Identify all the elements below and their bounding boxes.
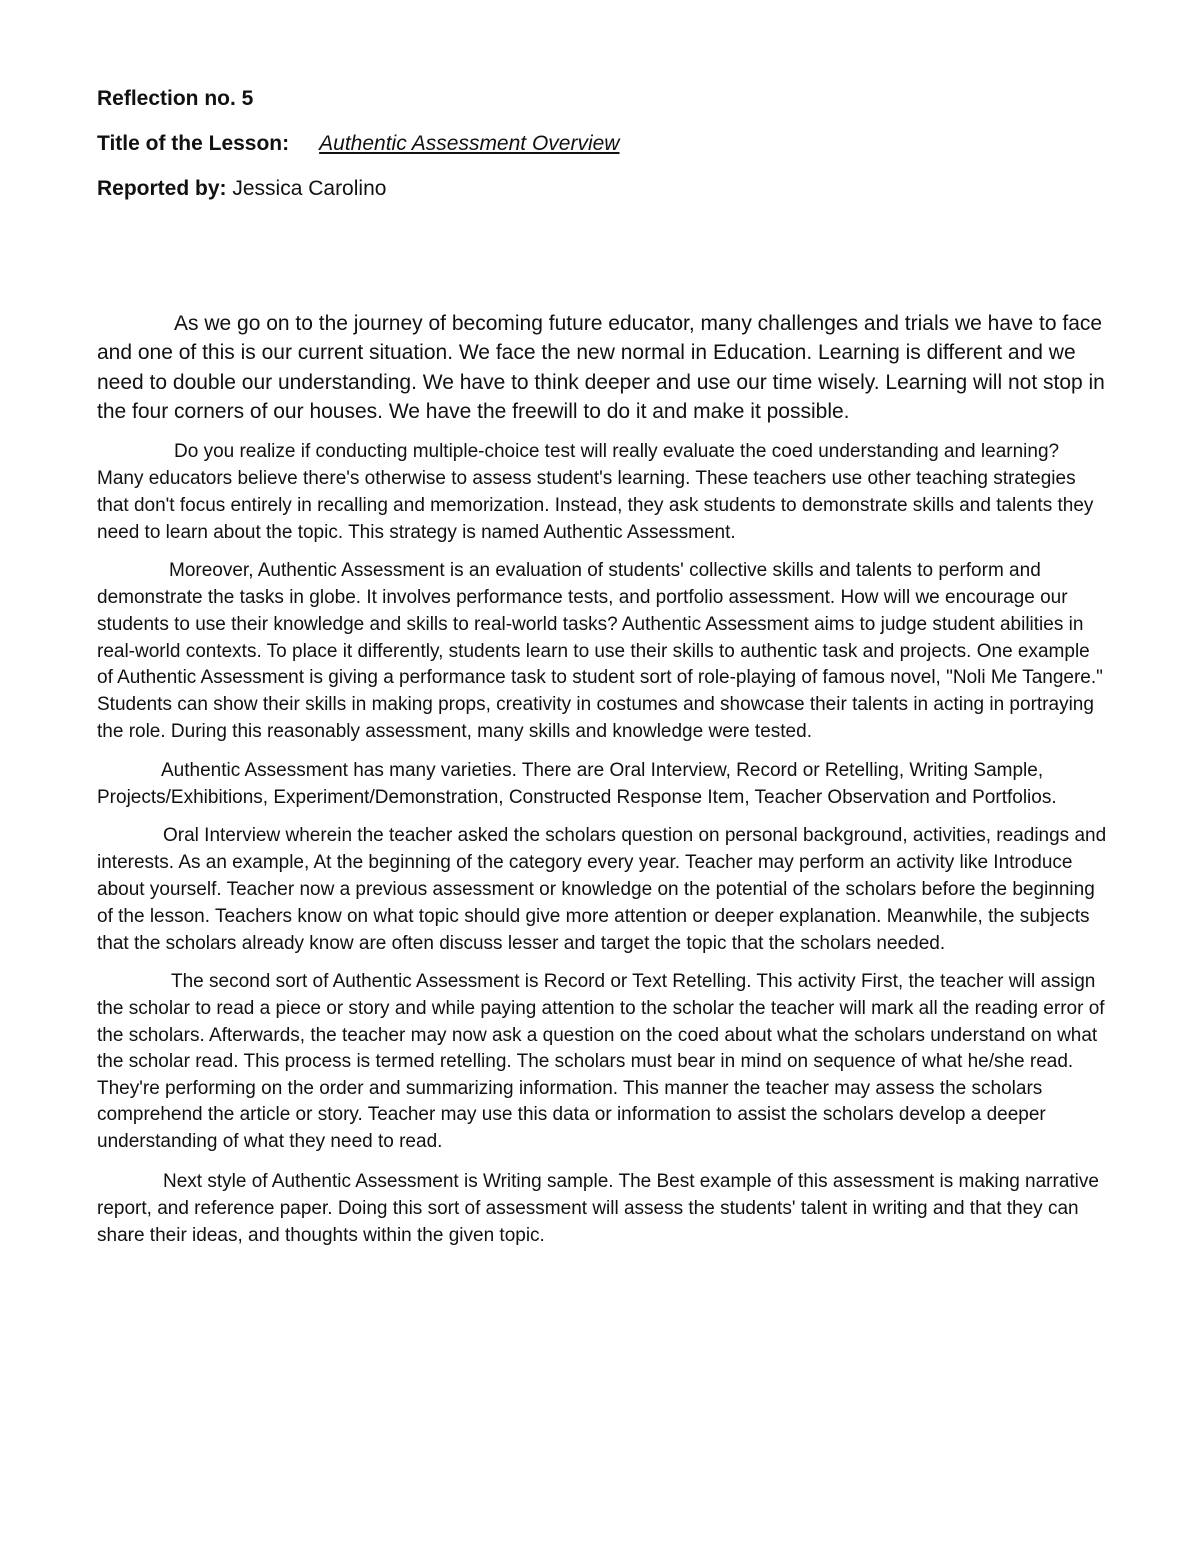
lesson-title-label: Title of the Lesson: <box>97 132 290 155</box>
reported-by-line <box>97 174 1107 204</box>
paragraph-multiple-choice: Do you realize if conducting multiple-choice test will really evaluate the coed understanding and learning? Many educators believe there's otherwise to assess student's learning. These teachers use other teaching strategies that don't focus entirely in recalling and memorization. Instead, they ask students to demonstrate skills and talents they need to learn about the topic. This strategy is named Authentic Assessment. <box>97 441 1094 544</box>
paragraph-oral-interview: Oral Interview wherein the teacher asked the scholars question on personal background, activities, readings and interests. As an example, At the beginning of the category every year. Teacher may perform an activity like Introduce about yourself. Teacher now a previous assessment or knowledge on the potential of the scholars before the beginning of the lesson. Teachers know on what topic should give more attention or deeper explanation. Meanwhile, the subjects that the scholars already know are often discuss lesser and target the topic that the scholars needed. <box>97 825 1107 954</box>
paragraph-intro: As we go on to the journey of becoming future educator, many challenges and trials we have to face and one of this is our current situation. We face the new normal in Education. Learning is different and we need to double our understanding. We have to think deeper and use our time wisely. Learning will not stop in the four corners of our houses. We have the freewill to do it and make it possible. <box>97 312 1105 423</box>
lesson-title-value: Authentic Assessment Overview <box>319 132 620 155</box>
reporter-name: Jessica Carolino <box>232 177 387 200</box>
reflection-number-label: Reflection no. 5 <box>97 87 254 110</box>
document-header <box>97 84 1107 219</box>
paragraph-varieties: Authentic Assessment has many varieties. There are Oral Interview, Record or Retelling, Writing Sample, Projects/Exhibitions, Experiment/Demonstration, Constructed Response Item, Teacher Observation and Portfolios. <box>97 759 1057 808</box>
paragraph-definition: Moreover, Authentic Assessment is an evaluation of students' collective skills and talents to perform and demonstrate the tasks in globe. It involves performance tests, and portfolio assessment. How will we encourage our students to use their knowledge and skills to real-world tasks? Authentic Assessment aims to judge student abilities in real-world contexts. To place it differently, students learn to use their skills to authentic task and projects. One example of Authentic Assessment is giving a performance task to student sort of role-playing of famous novel, "Noli Me Tangere." Students can show their skills in making props, creativity in costumes and showcase their talents in acting in portraying the role. During this reasonably assessment, many skills and knowledge were tested. <box>97 560 1103 742</box>
lesson-title-line <box>97 129 1107 159</box>
reflection-number-line <box>97 84 1107 114</box>
paragraph-retelling: The second sort of Authentic Assessment is Record or Text Retelling. This activity First, the teacher will assign the scholar to read a piece or story and while paying attention to the scholar the teacher will mark all the reading error of the scholars. Afterwards, the teacher may now ask a question on the coed about what the scholars understand on what the scholar read. This process is termed retelling. The scholars must bear in mind on sequence of what he/she read. They're performing on the order and summarizing information. This manner the teacher may assess the scholars comprehend the article or story. Teacher may use this data or information to assist the scholars develop a deeper understanding of what they need to read. <box>97 971 1105 1152</box>
reported-by-label: Reported by: <box>97 177 227 200</box>
paragraph-writing-sample: Next style of Authentic Assessment is Writing sample. The Best example of this assessment is making narrative report, and reference paper. Doing this sort of assessment will assess the students' talent in writing and that they can share their ideas, and thoughts within the given topic. <box>97 1170 1099 1246</box>
document-body <box>97 309 1109 1249</box>
